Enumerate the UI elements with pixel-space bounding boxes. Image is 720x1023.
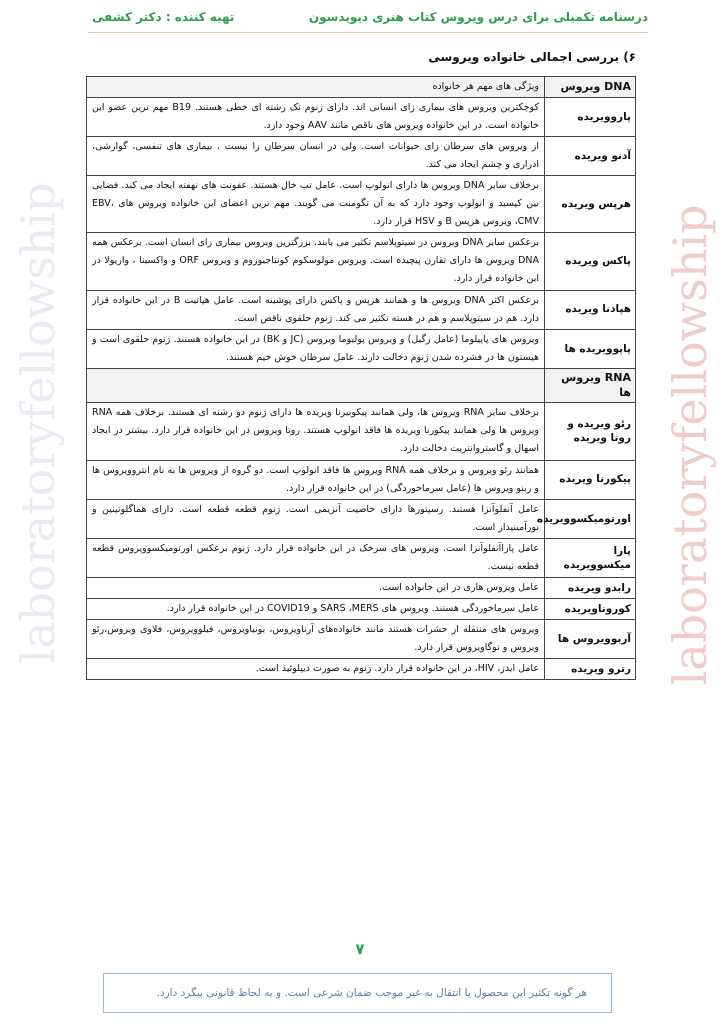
family-name: آربوویروس ها [545,619,636,658]
header-rule [88,32,648,33]
family-name: اورتومیکسوویریده [545,499,636,538]
watermark-left: laboratoryfellowship [11,182,65,664]
family-name: رترو ویریده [545,659,636,680]
family-description: برعکس سایر DNA ویروس در سیتوپلاسم تکثیر می یابند. بزرگترین ویروس بیماری زای انسان است. برعکس همه DNA ویروس ها دارای تقارن پیچیده است. ویروس مولوسکوم کونتاجیوزوم و ویروس ORF و واکسینا ، واریولا در این خانواده قرار دارد. [87,233,545,290]
table-row [87,577,636,598]
family-description: عامل ویروس هاری در این خانواده است. [87,577,545,598]
family-description: برخلاف سایر DNA ویروس ها دارای انولوپ است. عامل تب خال هستند. عفونت های نهفته ایجاد می کند. فضایی بین کپسید و انولوپ وجود دارد که به آن تگومنت می گویند. مهم ترین اعضای این خانواده ویروس های EBV، CMV، ویروس هرپس B و HSV قرار دارد. [87,176,545,233]
table-row [87,137,636,176]
family-description: عامل آنفلوآنزا هستند. رسپتورها دارای خاصیت آنزیمی است. ژنوم قطعه قطعه است. دارای هماگلوتینین و نورآمینیداز است. [87,499,545,538]
author-credit: تهیه کننده : دکتر کشفی [92,10,235,24]
table-row [87,619,636,658]
family-description: عامل سرماخوردگی هستند. ویروس های SARS ،MERS و COVID19 در این خانواده قرار دارد. [87,598,545,619]
virus-family-table [86,76,636,680]
family-description: کوچکترین ویروس های بیماری زای انسانی اند. دارای ژنوم تک رشته ای خطی هستند. B19 مهم ترین عضو این خانواده است. در این خانواده ویروس های ناقص مانند AAV وجود دارد. [87,98,545,137]
rna-group-row [87,368,636,403]
features-header: ویژگی های مهم هر خانواده [87,77,545,98]
family-description: ویروس های پاپیلوما (عامل زگیل) و ویروس پولیوما ویروس (JC و BK) در این خانواده هستند. ژنوم حلقوی است و هیستون ها در فشرده شدن ژنوم دخالت دارند. عامل سرطان خوش خیم هستند. [87,329,545,368]
document-title: درسنامه تکمیلی برای درس ویروس کتاب هنری دیویدسون [308,10,648,24]
family-name: پارا میکسوویریده [545,538,636,577]
family-name: کوروناویریده [545,598,636,619]
table-row [87,659,636,680]
table-row [87,460,636,499]
dna-group-header: DNA ویروس [545,77,636,98]
family-name: رابدو ویریده [545,577,636,598]
family-description: ویروس های منتقله از حشرات هستند مانند خانواده‌های آرناویروس، بونیاویروس، فیلوویروس، فلاوی ویروس،رئو ویروس و توگاویروس قرار دارد. [87,619,545,658]
family-name: پاکس ویریده [545,233,636,290]
table-row [87,403,636,460]
rna-group-header: RNA ویروس ها [545,368,636,403]
family-name: رئو ویریده و روتا ویریده [545,403,636,460]
family-description: از ویروس های سرطان زای حیوانات است. ولی در انسان سرطان زا نیست . بیماری های تنفسی، گوارشی، ادراری و چشم ایجاد می کند. [87,137,545,176]
copyright-footer [103,973,612,1013]
table-header-row [87,77,636,98]
family-name: هپادنا ویریده [545,290,636,329]
family-name: پاپوویریده ها [545,329,636,368]
family-description: برعکس اکثر DNA ویروس ها و همانند هرپس و پاکس دارای پوشینه است. عامل هپاتیت B در این خانواده قرار دارد. هم در سیتوپلاسم و هم در هسته تکثیر می کند. ژنوم حلقوی ناقص است. [87,290,545,329]
family-name: پاروویریده [545,98,636,137]
table-row [87,176,636,233]
family-name: پیکورنا ویریده [545,460,636,499]
table-row [87,233,636,290]
page-header [0,6,720,32]
table-row [87,598,636,619]
family-name: آدنو ویریده [545,137,636,176]
family-description: عامل پاراآنفلوآنزا است. ویروس های سرخک در این خانواده قرار دارد. ژنوم برعکس اورتومیکسوویروس قطعه قطعه نیست. [87,538,545,577]
table-row [87,98,636,137]
family-description: همانند رئو ویروس و برخلاف همه RNA ویروس ها فاقد انولوپ است. دو گروه از ویروس ها به نام انتروویروس ها و رینو ویروس ها (عامل سرماخوردگی) در این خانواده قرار دارد. [87,460,545,499]
page-number: ۷ [355,940,365,958]
family-name: هرپس ویریده [545,176,636,233]
table-row [87,538,636,577]
table-row [87,329,636,368]
copyright-notice: هر گونه تکثیر این محصول یا انتقال به غیر موجب ضمان شرعی است. و به لحاظ قانونی پیگرد دارد. [156,987,587,999]
family-description: عامل ایدز، HIV، در این خانواده قرار دارد. ژنوم به صورت دیپلوئید است. [87,659,545,680]
section-title: ۶) بررسی اجمالی خانواده ویروسی [428,50,636,64]
family-description: برخلاف سایر RNA ویروس ها، ولی همانند پیکوبیرنا ویریده ها دارای ژنوم دو رشته ای هستند. برخلاف همه RNA ویروس ها ولی همانند پیکورنا ویریده ها فاقد انولوپ هستند. روتا ویروس در این خانواده قرار دارد. بیشتر در ایجاد اسهال و گاستروانتریت دخالت دارد. [87,403,545,460]
rna-group-blank [87,368,545,403]
watermark-right: laboratoryfellowship [663,204,717,686]
table-row [87,499,636,538]
table-row [87,290,636,329]
